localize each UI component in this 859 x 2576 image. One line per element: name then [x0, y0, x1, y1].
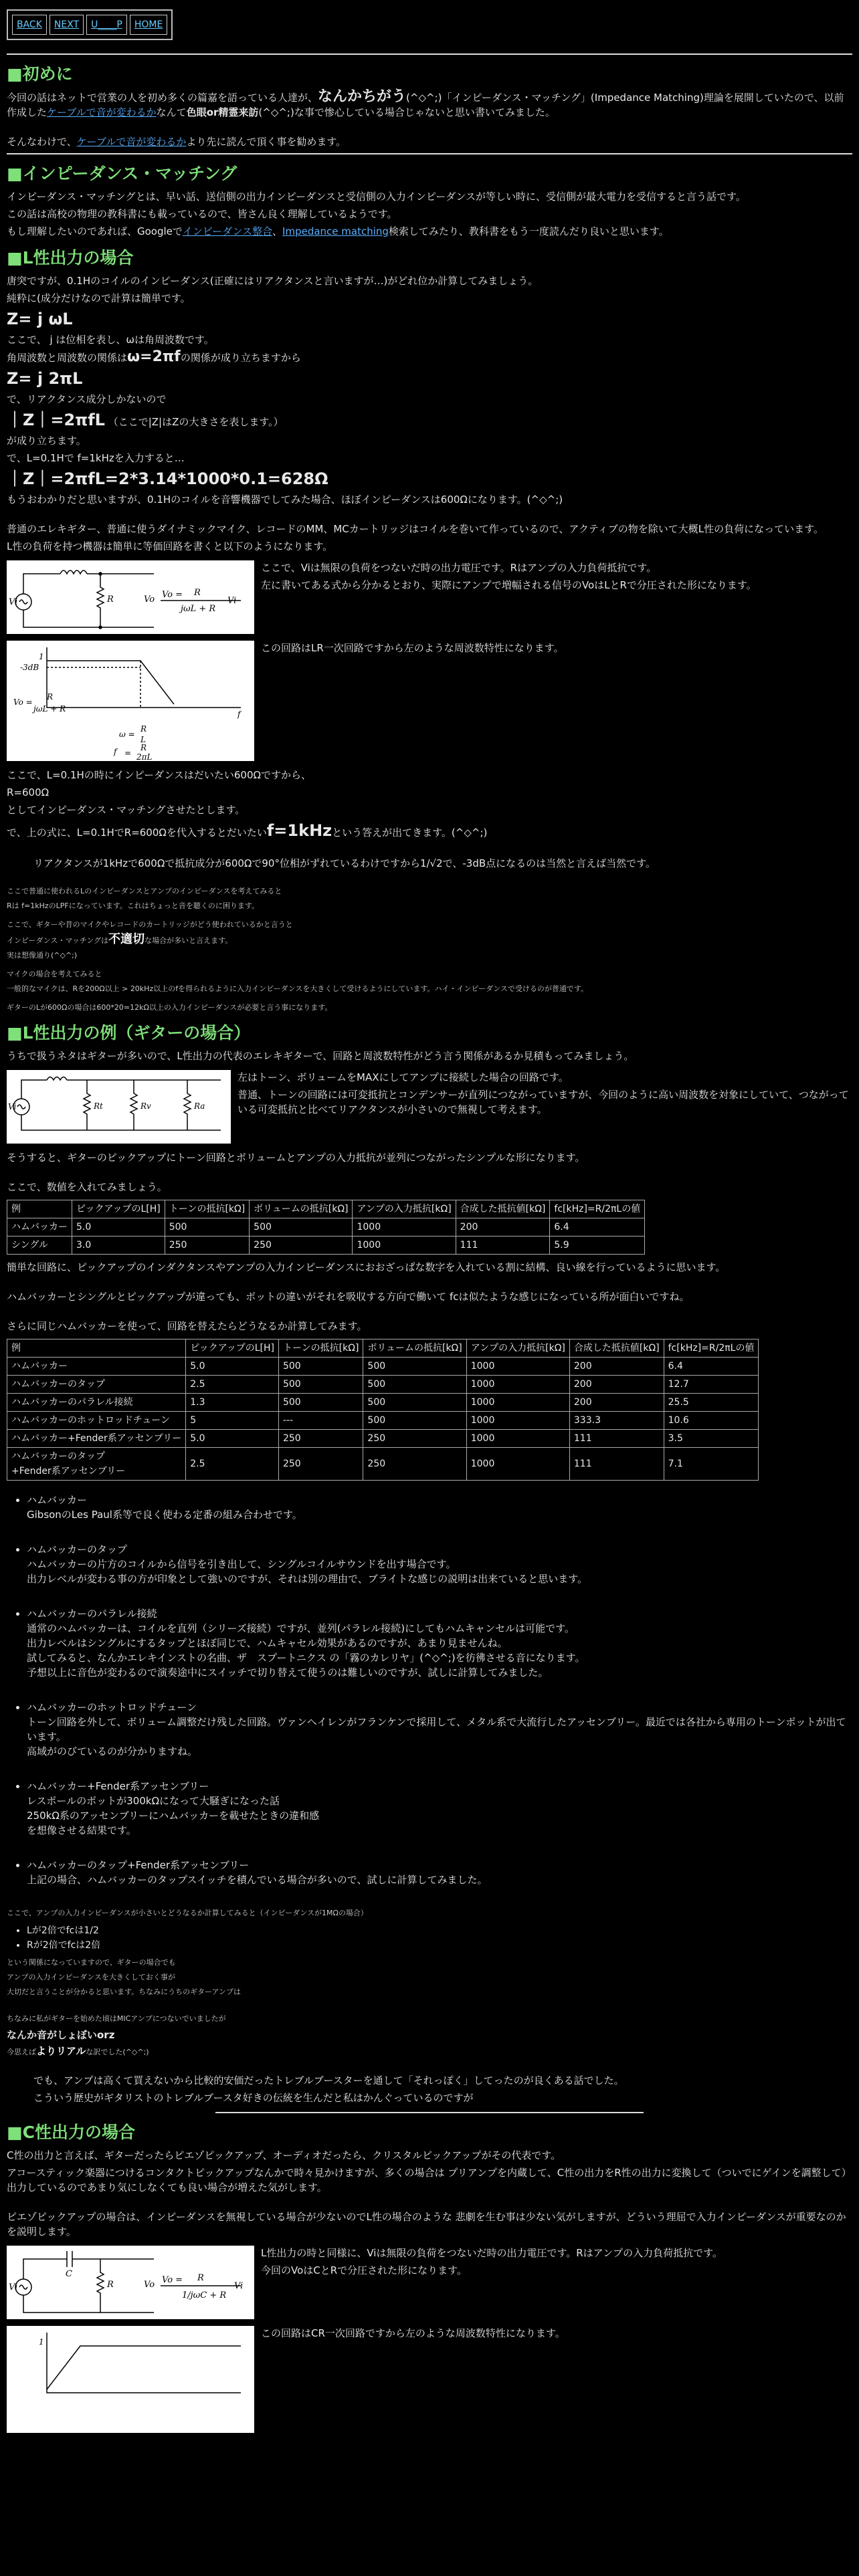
small-text: という関係になっていますので、ギターの場合でも	[7, 1958, 176, 1967]
svg-text:Vo =: Vo =	[162, 2275, 183, 2285]
table-cell: fc[kHz]=R/2πLの値	[550, 1200, 645, 1218]
note-line: 出力レベルはシングルにするタップとほぼ同じで、ハムキャセル効果があるのですが、あまり見ませんね。	[27, 1637, 508, 1649]
text: で、リアクタンス成分しかないので	[7, 393, 167, 405]
svg-text:jωL + R: jωL + R	[181, 604, 216, 614]
impedance-matching-link[interactable]: Impedance matching	[282, 225, 389, 237]
text: C性の出力と言えば、ギターだったらピエゾピックアップ、オーディオだったら、クリスタルピックアップがその代表です。	[7, 2149, 561, 2161]
list-item: • Lが2倍でfcは1/2	[27, 1923, 852, 1938]
table-cell: ハムバッカーのタップ	[7, 1376, 186, 1394]
text: ピエゾピックアップの場合は、インピーダンスを無視している場合が少ないのでL性の場合のような 悲劇を生む事は少ない気がしますが、どういう理屈で入力インピーダンスが重要なのかを説明します。	[7, 2211, 846, 2238]
text: 左に書いてある式から分かるとおり、実際にアンプで増幅される信号のVoはLとRで分圧された形になります。	[261, 579, 757, 591]
table-cell: 250	[250, 1237, 353, 1255]
table-cell: 250	[278, 1430, 363, 1448]
formula-line	[7, 409, 852, 431]
cr-frequency-response-graph	[7, 2326, 254, 2433]
table-cell: 111	[569, 1448, 664, 1481]
figure-row	[7, 1070, 852, 1144]
note-line: 試してみると、なんかエレキインストの名曲、ザ スプートニクス の「霧のカレリヤ」(^◇^;)を彷彿させる音になります。	[27, 1652, 585, 1664]
table-cell: 1000	[466, 1376, 569, 1394]
table-cell: 500	[278, 1376, 363, 1394]
text: もし理解したいのであれば、Googleで	[7, 225, 183, 237]
text: そうすると、ギターのピックアップにトーン回路とボリュームとアンプの入力抵抗が並列につながったシンプルな形になります。	[7, 1152, 585, 1164]
note-title: • ハムバッカー	[27, 1494, 88, 1506]
divider	[7, 53, 852, 55]
table-cell: 合成した抵抗値[kΩ]	[456, 1200, 550, 1218]
text: な場合が多いと言えます。	[145, 936, 233, 945]
text	[7, 820, 852, 841]
svg-text:R: R	[140, 724, 147, 734]
note-line: 出力レベルが変わる事の方が印象として強いのですが、それは別の理由で、ブライトな感じの説明は出来ていると思います。	[27, 1573, 588, 1585]
small-text: 大切だと言うことが分かると思います。ちなみにうちのギターアンプは	[7, 1988, 242, 1996]
note-item	[27, 1542, 852, 1586]
figure-caption	[261, 2326, 565, 2433]
table-cell: 12.7	[664, 1376, 759, 1394]
section-heading-impedance: ■インピーダンス・マッチング	[7, 164, 237, 183]
note-line: レスポールのポットが300kΩになって大騒ぎになった話	[27, 1795, 280, 1807]
table-cell: 7.1	[664, 1448, 759, 1481]
guitar-table-1	[7, 1200, 645, 1255]
text: 角周波数と周波数の関係は	[7, 352, 128, 364]
table-cell: 5.0	[186, 1430, 279, 1448]
small-text: 一般的なマイクは、Rを200Ω以上 > 20kHz以上のfを得られるように入力インピーダンスを大きくして受けるようにしています。ハイ・インピーダンスで受けるのが普通です。	[7, 984, 589, 993]
small-text	[7, 2045, 852, 2058]
svg-text:jωL + R: jωL + R	[33, 704, 66, 714]
formula: f=1kHz	[266, 821, 332, 840]
text: ここで、 j は位相を表し、ωは角周波数です。	[7, 334, 214, 346]
svg-text:C: C	[66, 2269, 72, 2279]
svg-text:L: L	[140, 735, 146, 744]
figure-row	[7, 2246, 852, 2319]
table-cell: ---	[278, 1412, 363, 1430]
svg-text:Vo =: Vo =	[162, 590, 183, 600]
table-cell: 1000	[353, 1218, 456, 1237]
svg-text:R: R	[197, 2273, 204, 2283]
text: 普通のエレキギター、普通に使うダイナミックマイク、レコードのMM、MCカートリッジはコイルを巻いて作っているので、アクティブの物を除いて大概L性の負荷になっています。	[7, 523, 824, 535]
text	[7, 350, 852, 365]
impedance-search-link[interactable]: インピーダンス整合	[182, 225, 273, 237]
note-line: 高域がのびているのが分かりますね。	[27, 1745, 198, 1757]
figure-row	[7, 560, 852, 634]
intro-paragraph	[7, 90, 852, 120]
note-item	[27, 1858, 852, 1887]
table-cell: 1000	[466, 1412, 569, 1430]
text: R=600Ω	[7, 786, 50, 798]
table-cell: 1000	[466, 1448, 569, 1481]
cable-article-link[interactable]: ケーブルで音が変わるか	[47, 106, 157, 118]
svg-text:2πL: 2πL	[136, 752, 153, 761]
note-title: • ハムバッカーのパラレル接続	[27, 1608, 157, 1620]
table-cell: 例	[7, 1339, 186, 1358]
text: ここで、Viは無限の負荷をつないだ時の出力電圧です。Rはアンプの入力負荷抵抗です。	[261, 562, 657, 574]
table-cell: 25.5	[664, 1394, 759, 1412]
figure-caption	[261, 560, 757, 634]
divider	[215, 2112, 644, 2113]
emphasis-text: なんかちがう	[318, 88, 407, 105]
text: この回路はLR一次回路ですから左のような周波数特性になります。	[261, 642, 564, 654]
text: な訳でした(^◇^;)	[86, 2048, 149, 2056]
small-text	[7, 934, 852, 947]
section-heading-intro: ■初めに	[7, 64, 73, 84]
text: 左はトーン、ボリュームをMAXにしてアンプに接続した場合の回路です。	[237, 1071, 569, 1083]
table-cell: トーンの抵抗[kΩ]	[165, 1200, 249, 1218]
table-cell: ハムバッカー	[7, 1218, 72, 1237]
lr-frequency-response-graph	[7, 641, 254, 761]
table-cell: ピックアップのL[H]	[72, 1200, 165, 1218]
formula: ｜Z｜=2πfL=2*3.14*1000*0.1=628Ω	[7, 469, 328, 488]
text: 、	[272, 225, 283, 237]
cr-circuit-diagram	[7, 2246, 254, 2319]
table-cell: ハムバッカーのパラレル接続	[7, 1394, 186, 1412]
note-item	[27, 1606, 852, 1680]
table-cell: 500	[363, 1412, 466, 1430]
text: でも、アンプは高くて買えないから比較的安価だったトレブルブースターを通して「それっぽく」してったのが良くある話でした。	[33, 2074, 624, 2086]
text: としてインピーダンス・マッチングさせたとします。	[7, 804, 246, 816]
small-text: アンプの入力インピーダンスを大きくしておく事が	[7, 1973, 175, 1981]
svg-text:R: R	[107, 595, 114, 605]
small-text: マイクの場合を考えてみると	[7, 970, 102, 978]
nav-home-link[interactable]: HOME	[130, 15, 167, 35]
note-title: • ハムバッカーのホットロッドチューン	[27, 1701, 197, 1713]
formula: Z= j ωL	[7, 310, 73, 328]
table-cell: 200	[569, 1358, 664, 1376]
table-cell: 6.4	[664, 1358, 759, 1376]
note-line: ハムバッカーの片方のコイルから信号を引き出して、シングルコイルサウンドを出す場合です。	[27, 1558, 456, 1570]
table-header-row	[7, 1200, 645, 1218]
table-cell: 10.6	[664, 1412, 759, 1430]
text: もうおわかりだと思いますが、0.1Hのコイルを音響機器でしてみた場合、ほぼインピーダンスは600Ωになります。(^◇^;)	[7, 494, 563, 506]
table-cell: アンプの入力抵抗[kΩ]	[353, 1200, 456, 1218]
table-cell: 111	[569, 1430, 664, 1448]
cable-article-link-2[interactable]: ケーブルで音が変わるか	[76, 136, 187, 148]
table-cell: 500	[363, 1394, 466, 1412]
text: の関係が成り立ちますから	[180, 352, 301, 364]
svg-text:=: =	[124, 748, 132, 758]
table-row	[7, 1394, 759, 1412]
svg-text:Vo: Vo	[144, 595, 155, 605]
text: 純粋に(成分だけなので計算は簡単です。	[7, 292, 191, 304]
table-cell: 333.3	[569, 1412, 664, 1430]
guitar-circuit-diagram	[7, 1070, 231, 1144]
text: 今回の話はネットで営業の人を初め多くの篇嘉を語っている人達が、	[7, 92, 318, 104]
table-cell: 5.9	[550, 1237, 645, 1255]
table-cell: 2.5	[186, 1448, 279, 1481]
notes-list	[27, 1493, 852, 1887]
svg-text:Vi: Vi	[9, 2282, 18, 2292]
note-title: • ハムバッカーのタップ	[27, 1543, 128, 1555]
table-cell: 200	[456, 1218, 550, 1237]
text: で、L=0.1Hで f=1kHzを入力すると…	[7, 452, 185, 464]
table-cell: 例	[7, 1200, 72, 1218]
text: で、上の式に、L=0.1HでR=600Ωを代入するとだいたい	[7, 827, 267, 839]
text: 今思えば	[7, 2048, 36, 2056]
table-cell: アンプの入力抵抗[kΩ]	[466, 1339, 569, 1358]
table-cell: ボリュームの抵抗[kΩ]	[363, 1339, 466, 1358]
text: ここで、数値を入れてみましょう。	[7, 1181, 167, 1193]
table-cell: 合成した抵抗値[kΩ]	[569, 1339, 664, 1358]
svg-text:-3dB: -3dB	[20, 663, 39, 672]
text: アコースティック楽器につけるコンタクトピックアップなんかで時々見かけますが、多くの場合は プリアンプを内蔵して、C性の出力をR性の出力に変換して（ついでにゲインを調整して）出力しているのであまり気にしなくても良い場合が増えた気がします。	[7, 2167, 852, 2193]
table-cell: 111	[456, 1237, 550, 1255]
table-cell: ハムバッカーのホットロッドチューン	[7, 1412, 186, 1430]
figure-row	[7, 641, 852, 761]
table-cell: ハムバッカーのタップ +Fender系アッセンブリー	[7, 1448, 186, 1481]
note-line: トーン回路を外して、ボリューム調整だけ残した回路。ヴァンヘイレンがフランケンで採用して、メタル系で大流行したアッセンブリー。最近では各社から専用のトーンポットが出ています。	[27, 1716, 846, 1743]
text: L性出力の時と同様に、Viは無限の負荷をつないだ時の出力電圧です。Rはアンプの入力負荷抵抗です。	[261, 2247, 723, 2259]
svg-text:Rt: Rt	[94, 1101, 103, 1111]
table-cell: 1000	[466, 1430, 569, 1448]
table-cell: 5.0	[72, 1218, 165, 1237]
formula: Z= j 2πL	[7, 369, 83, 388]
figure-row	[7, 2326, 852, 2433]
section-heading-c-output: ■C性出力の場合	[7, 2123, 135, 2142]
imp-line-3	[7, 224, 852, 239]
text: が成り立ちます。	[7, 435, 86, 447]
text: インピーダンス・マッチングは	[7, 936, 109, 945]
imp-line-2: この話は高校の物理の教科書にも載っているので、皆さん良く理解しているようです。	[7, 208, 397, 220]
table-cell: 200	[569, 1394, 664, 1412]
table-row	[7, 1237, 645, 1255]
small-text: ちなみに私がギターを始めた頃はMICアンプにつないでいましたが	[7, 2014, 226, 2023]
bold-text: 不適切	[108, 932, 145, 946]
text: （ここで|Z|はZの大きさを表します。）	[108, 416, 284, 428]
rule-list	[27, 1923, 852, 1953]
table-cell: ハムバッカー	[7, 1358, 186, 1376]
table-row	[7, 1376, 759, 1394]
table-cell: 250	[363, 1430, 466, 1448]
note-item	[27, 1779, 852, 1838]
note-title: • ハムバッカーのタップ+Fender系アッセンブリー	[27, 1859, 250, 1871]
svg-text:Vi: Vi	[227, 596, 237, 606]
note-item	[27, 1493, 852, 1522]
table-cell: ピックアップのL[H]	[186, 1339, 279, 1358]
text: 普通、トーンの回路には可変抵抗とコンデンサーが直列につながっていますが、今回のように高い周波数を対象にしていて、つながっている可変抵抗と比べてリアクタンスが小さいので無視して考えます。	[237, 1089, 849, 1115]
small-text: ここで普通に使われるLのインピーダンスとアンプのインピーダンスを考えてみると	[7, 887, 282, 895]
text: という答えが出てきます。(^◇^;)	[332, 827, 488, 839]
section-heading-l-output: ■L性出力の場合	[7, 248, 134, 267]
table-cell: 500	[363, 1376, 466, 1394]
text: (^◇^;)「インピーダンス・マッチング」(Impedance Matching)理論を展開していたので、以前作成した	[7, 92, 844, 118]
figure-caption	[261, 2246, 723, 2319]
list-item: • Rが2倍でfcは2倍	[27, 1938, 852, 1953]
text: 検索してみたり、教科書をもう一度読んだり良いと思います。	[388, 225, 669, 237]
table-cell: 500	[250, 1218, 353, 1237]
svg-text:1/jωC + R: 1/jωC + R	[182, 2290, 227, 2300]
text: ここで、L=0.1Hの時にインピーダンスはだいたい600Ωですから、	[7, 769, 311, 781]
note-line: 上記の場合、ハムバッカーのタップスイッチを積んでいる場合が多いので、試しに計算してみました。	[27, 1874, 488, 1886]
table-cell: 3.0	[72, 1237, 165, 1255]
note-line: 予想以上に音色が変わるので演奏途中にスイッチで切り替えて使うのは難しいのですが、試しに計算してみました。	[27, 1667, 549, 1679]
text: こういう歴史がギタリストのトレブルブースタ好きの伝統を生んだと私はかんぐっているのですが	[33, 2092, 474, 2104]
note-line: 250kΩ系のアッセンブリーにハムバッカーを載せたときの違和感	[27, 1810, 320, 1822]
table-cell: 200	[569, 1376, 664, 1394]
svg-text:Vo: Vo	[144, 2280, 155, 2290]
table-cell: トーンの抵抗[kΩ]	[278, 1339, 363, 1358]
divider	[7, 153, 852, 154]
small-text: ここで、ギターや昔のマイクやレコードのカートリッジがどう使われているかと言うと	[7, 920, 293, 929]
table-cell: 1000	[353, 1237, 456, 1255]
nav-back-link[interactable]: BACK	[12, 15, 47, 35]
table-cell: 500	[278, 1358, 363, 1376]
svg-text:f: f	[114, 747, 117, 756]
svg-text:Rv: Rv	[140, 1101, 151, 1111]
table-cell: 1.3	[186, 1394, 279, 1412]
table-header-row	[7, 1339, 759, 1358]
top-nav	[7, 9, 173, 40]
text: さらに同じハムバッカーを使って、回路を替えたらどうなるか計算してみます。	[7, 1320, 367, 1332]
small-text: ここで、アンプの入力インピーダンスが小さいとどうなるか計算してみると（インピーダンスが1MΩの場合）	[7, 1909, 368, 1917]
table-cell: 250	[363, 1448, 466, 1481]
figure-caption	[237, 1070, 852, 1144]
svg-text:Vi: Vi	[234, 2281, 244, 2291]
svg-text:R: R	[47, 692, 54, 702]
text: (^◇^;)な事で惨心している場合じゃないと思い書いてみました。	[258, 106, 555, 118]
table-cell: 6.4	[550, 1218, 645, 1237]
figure-caption	[261, 641, 564, 761]
table-row	[7, 1448, 759, 1481]
svg-text:Ra: Ra	[194, 1101, 205, 1111]
svg-text:1: 1	[39, 2337, 44, 2347]
table-cell: ボリュームの抵抗[kΩ]	[250, 1200, 353, 1218]
note-line: GibsonのLes Paul系等で良く使わる定番の組み合わせです。	[27, 1509, 302, 1521]
table-cell: 3.5	[664, 1430, 759, 1448]
guitar-table-2	[7, 1339, 759, 1481]
table-cell: 5.0	[186, 1358, 279, 1376]
small-text: ギターのLが600Ωの場合は600*20=12kΩ以上の入力インピーダンスが必要と言う事になります。	[7, 1003, 332, 1012]
text: 唐突ですが、0.1Hのコイルのインピーダンス(正確にはリアクタンスと言いますが…)がどれ位か計算してみましょう。	[7, 275, 539, 287]
lr-circuit-diagram	[7, 560, 254, 634]
formula: ｜Z｜=2πfL	[7, 411, 105, 429]
bold-text: 色眼or精霊来訪	[186, 106, 259, 118]
table-row	[7, 1412, 759, 1430]
note-item	[27, 1700, 852, 1759]
svg-text:Vi: Vi	[8, 1102, 17, 1111]
table-cell: 250	[278, 1448, 363, 1481]
table-row	[7, 1430, 759, 1448]
small-text: Rは f=1kHzのLPFになっています。これはちょっと音を聴くのに困ります。	[7, 901, 259, 910]
nav-next-link[interactable]: NEXT	[50, 15, 84, 35]
nav-up-link[interactable]: U____P	[86, 15, 127, 35]
table-cell: 1000	[466, 1358, 569, 1376]
text: うちで扱うネタはギターが多いので、L性出力の代表のエレキギターで、回路と周波数特性がどう言う関係があるか見積もってみましょう。	[7, 1050, 634, 1062]
table-cell: 500	[363, 1358, 466, 1376]
table-cell: 2.5	[186, 1376, 279, 1394]
svg-text:R: R	[140, 743, 147, 752]
text: 簡単な回路に、ピックアップのインダクタンスやアンプの入力インピーダンスにおおざっぱな数字を入れている割に結構、良い線を行っているように思います。	[7, 1261, 726, 1273]
intro-paragraph-2	[7, 134, 852, 149]
text: より先に読んで頂く事を勧めます。	[186, 136, 347, 148]
table-row	[7, 1358, 759, 1376]
text: L性の負荷を持つ機器は簡単に等価回路を書くと以下のようになります。	[7, 540, 333, 552]
table-cell: シングル	[7, 1237, 72, 1255]
svg-text:R: R	[107, 2280, 114, 2290]
text: この回路はCR一次回路ですから左のような周波数特性になります。	[261, 2327, 565, 2339]
svg-text:1: 1	[39, 652, 44, 661]
table-cell: 500	[165, 1218, 249, 1237]
table-cell: 1000	[466, 1394, 569, 1412]
svg-text:Vo =: Vo =	[13, 697, 33, 707]
text: なんて	[156, 106, 187, 118]
bold-text: なんか音がしょぼいorz	[7, 2029, 115, 2041]
svg-text:ω =: ω =	[119, 730, 135, 739]
table-cell: fc[kHz]=R/2πLの値	[664, 1339, 759, 1358]
text: ハムバッカーとシングルとピックアップが違っても、ポットの違いがそれを吸収する方向で働いて fcは似たような感じになっている所が面白いですね。	[7, 1291, 690, 1303]
svg-text:Vi: Vi	[9, 597, 18, 607]
table-cell: 5	[186, 1412, 279, 1430]
table-cell: 250	[165, 1237, 249, 1255]
note-title: • ハムバッカー+Fender系アッセンブリー	[27, 1780, 209, 1792]
note-line: を想像させる結果です。	[27, 1824, 136, 1836]
imp-line-1: インピーダンス・マッチングとは、早い話、送信側の出力インピーダンスと受信側の入力インピーダンスが等しい時に、受信側が最大電力を受信すると言う話です。	[7, 191, 746, 203]
section-heading-guitar: ■L性出力の例（ギターの場合）	[7, 1023, 251, 1043]
svg-text:R: R	[194, 588, 201, 598]
svg-text:f: f	[237, 710, 241, 719]
table-cell: 500	[278, 1394, 363, 1412]
table-row	[7, 1218, 645, 1237]
note-line: 通常のハムバッカーは、コイルを直列（シリーズ接続）ですが、並列(パラレル接続)にしてもハムキャンセルは可能です。	[27, 1622, 575, 1634]
small-text: 実は想像通り(^◇^;)	[7, 951, 78, 960]
text: 今回のVoはCとRで分圧された形になります。	[261, 2264, 467, 2276]
bold-text: よりリアル	[36, 2045, 86, 2057]
text: リアクタンスが1kHzで600Ωで抵抗成分が600Ωで90°位相がずれているわけですから1/√2で、-3dB点になるのは当然と言えば当然です。	[33, 857, 656, 869]
table-cell: ハムバッカー+Fender系アッセンブリー	[7, 1430, 186, 1448]
text: そんなわけで、	[7, 136, 77, 148]
formula: ω=2πf	[127, 348, 181, 365]
